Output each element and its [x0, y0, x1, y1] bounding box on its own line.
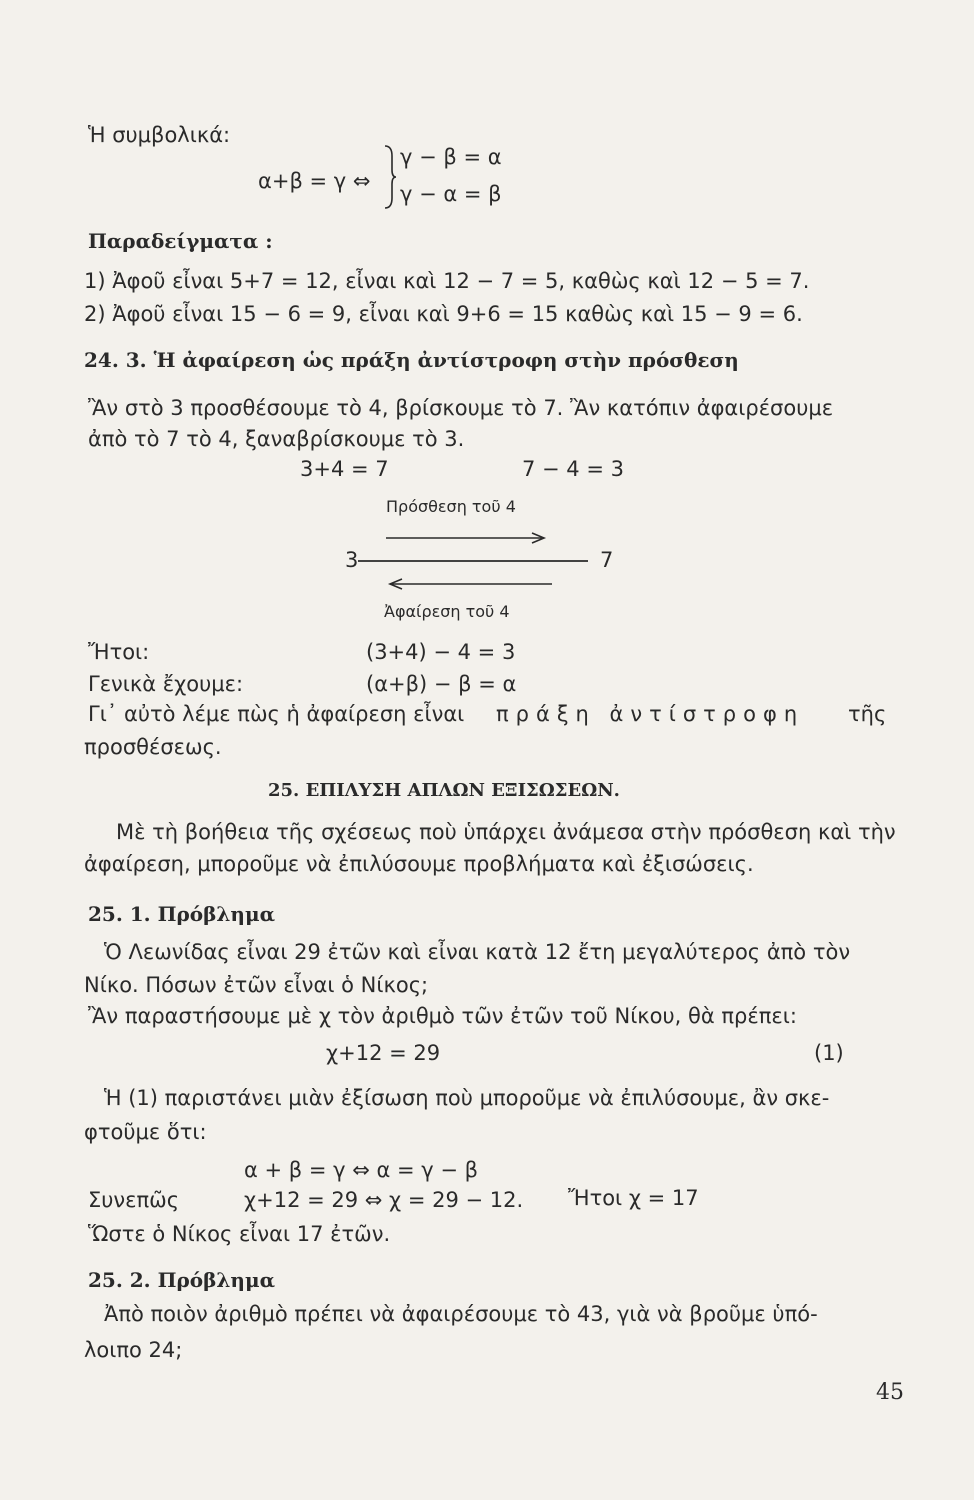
conclusion-part-b: τῆς — [848, 702, 887, 726]
conclusion-part-c: προσθέσεως. — [84, 735, 222, 759]
general-label: Γενικὰ ἔχουμε: — [88, 672, 244, 696]
problem-1-p5: φτοῦμε ὅτι: — [84, 1120, 207, 1144]
section-25-p1: Μὲ τὴ βοήθεια τῆς σχέσεως ποὺ ὑπάρχει ἀνάμεσα στὴν πρόσθεση καὶ τὴν — [116, 820, 896, 844]
problem-2-p1: Ἀπὸ ποιὸν ἀριθμὸ πρέπει νὰ ἀφαιρέσουμε τὸ 43, γιὰ νὰ βροῦμε ὑπό- — [104, 1302, 818, 1326]
diagram-left-num: 3 — [345, 548, 359, 572]
problem-1-hence-label: Συνεπῶς — [88, 1188, 180, 1212]
symbolic-line1: γ − β = α — [400, 145, 502, 169]
diagram-right-num: 7 — [600, 548, 614, 572]
example-2: 2) Ἀφοῦ εἶναι 15 − 6 = 9, εἶναι καὶ 9+6 = 15 καθὼς καὶ 15 − 9 = 6. — [84, 302, 803, 326]
conclusion-spaced: πράξη ἀντίστροφη — [496, 702, 805, 726]
diagram-top-label: Πρόσθεση τοῦ 4 — [386, 497, 516, 516]
section-25-p2: ἀφαίρεση, μποροῦμε νὰ ἐπιλύσουμε προβλήματα καὶ ἐξισώσεις. — [84, 852, 754, 876]
symbolic-line2: γ − α = β — [400, 182, 502, 206]
conclusion-part-a: Γι᾽ αὐτὸ λέμε πὼς ἡ ἀφαίρεση εἶναι — [88, 702, 465, 726]
eq-addition: 3+4 = 7 — [300, 457, 389, 481]
symbolic-intro: Ἡ συμβολικά: — [88, 123, 231, 147]
examples-heading: Παραδείγματα : — [88, 229, 273, 253]
diagram-bottom-label: Ἀφαίρεση τοῦ 4 — [384, 602, 510, 621]
iti-label: Ἤτοι: — [88, 640, 150, 664]
example-1: 1) Ἀφοῦ εἶναι 5+7 = 12, εἶναι καὶ 12 − 7 = 5, καθὼς καὶ 12 − 5 = 7. — [84, 269, 810, 293]
iti-equation: (3+4) − 4 = 3 — [366, 640, 516, 664]
problem-1-eq1-number: (1) — [814, 1041, 844, 1065]
right-brace — [382, 144, 398, 210]
problem-1-eq1: χ+12 = 29 — [326, 1041, 441, 1065]
problem-1-p4: Ἡ (1) παριστάνει μιὰν ἐξίσωση ποὺ μποροῦμε νὰ ἐπιλύσουμε, ἂν σκε- — [104, 1086, 830, 1110]
symbolic-lhs: α+β = γ ⇔ — [258, 169, 371, 193]
problem-2-heading: 25. 2. Πρόβλημα — [88, 1268, 276, 1292]
problem-1-heading: 25. 1. Πρόβλημα — [88, 902, 276, 926]
general-equation: (α+β) − β = α — [366, 672, 517, 696]
addition-subtraction-diagram — [250, 520, 630, 600]
problem-1-p1: Ὁ Λεωνίδας εἶναι 29 ἐτῶν καὶ εἶναι κατὰ 12 ἔτη μεγαλύτερος ἀπὸ τὸν — [104, 940, 851, 964]
section-24-3-heading: 24. 3. Ἡ ἀφαίρεση ὡς πράξη ἀντίστροφη στὴν πρόσθεση — [84, 348, 739, 372]
section-24-3-p2: ἀπὸ τὸ 7 τὸ 4, ξαναβρίσκουμε τὸ 3. — [88, 427, 465, 451]
problem-1-hence-eq: χ+12 = 29 ⇔ χ = 29 − 12. — [244, 1188, 524, 1212]
section-25-heading: 25. ΕΠΙΛΥΣΗ ΑΠΛΩΝ ΕΞΙΣΩΣΕΩΝ. — [268, 780, 620, 801]
eq-subtraction: 7 − 4 = 3 — [522, 457, 624, 481]
problem-1-iti: Ἤτοι χ = 17 — [568, 1186, 699, 1210]
problem-1-p2: Νίκο. Πόσων ἐτῶν εἶναι ὁ Νίκος; — [84, 973, 429, 997]
section-24-3-p1: Ἂν στὸ 3 προσθέσουμε τὸ 4, βρίσκουμε τὸ 7. Ἂν κατόπιν ἀφαιρέσουμε — [88, 396, 834, 420]
problem-2-p2: λοιπο 24; — [84, 1338, 183, 1362]
problem-1-p3: Ἂν παραστήσουμε μὲ χ τὸν ἀριθμὸ τῶν ἐτῶν τοῦ Νίκου, θὰ πρέπει: — [88, 1004, 797, 1028]
problem-1-rule: α + β = γ ⇔ α = γ − β — [244, 1158, 479, 1182]
problem-1-conclusion: Ὥστε ὁ Νίκος εἶναι 17 ἐτῶν. — [88, 1222, 391, 1246]
page-number: 45 — [876, 1380, 904, 1405]
